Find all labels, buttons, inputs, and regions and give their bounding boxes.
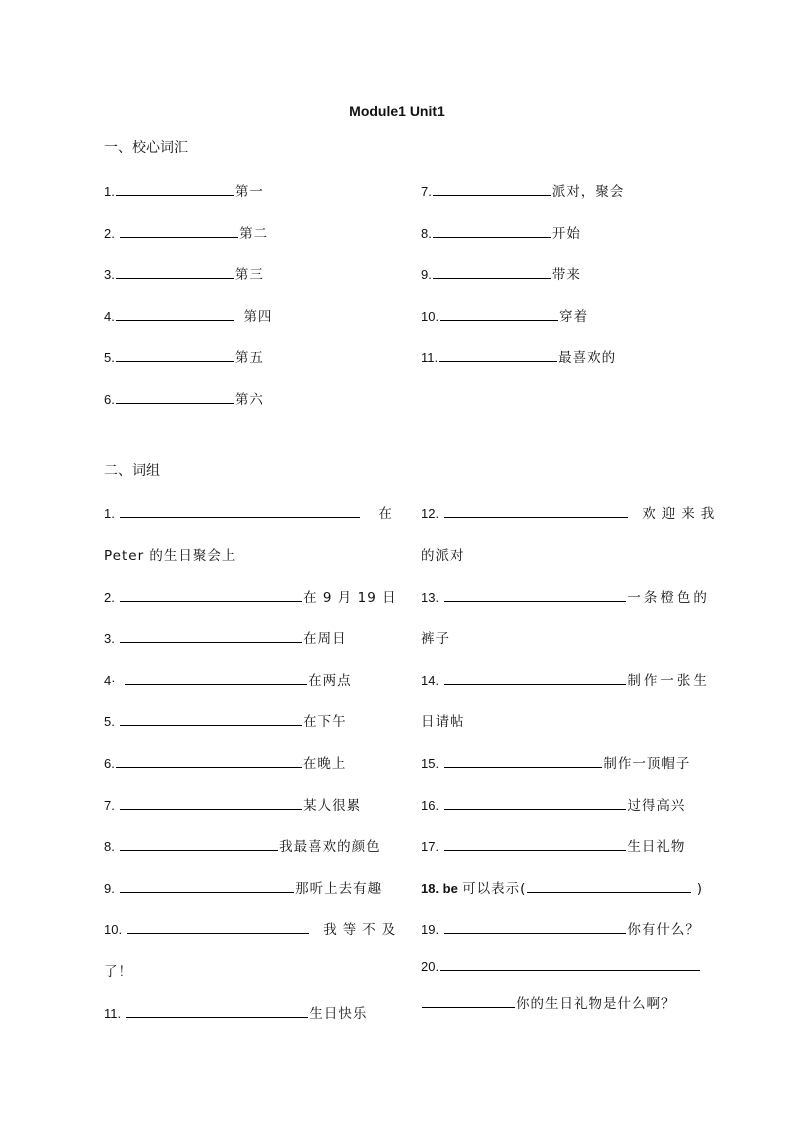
item-number: 6. (104, 756, 115, 771)
vocab-item (104, 305, 272, 325)
vocab-item (104, 263, 264, 283)
item-number: 3. (104, 631, 115, 646)
vocab-item (421, 180, 624, 200)
section1-heading: 一、校心词汇 (104, 140, 188, 156)
phrase-item-continued (421, 992, 676, 1012)
answer-blank[interactable] (127, 920, 309, 934)
item-number: 14. (421, 673, 440, 688)
item-hint: 在两点 (308, 673, 352, 689)
item-number: 20. (421, 959, 440, 974)
answer-blank[interactable] (444, 504, 628, 518)
item-hint: 那听上去有趣 (295, 881, 383, 897)
vocab-item (421, 222, 581, 242)
answer-blank[interactable] (120, 837, 278, 851)
item-hint: 第一 (234, 184, 264, 200)
item-number: 19. (421, 922, 440, 937)
item-hint: 在 9 月 19 日 (303, 590, 397, 606)
item-number: 1. (104, 184, 115, 199)
phrase-item (104, 627, 347, 647)
item-number: 1. (104, 506, 115, 521)
item-number: 2. (104, 590, 115, 605)
item-number: 16. (421, 798, 440, 813)
answer-blank[interactable] (120, 712, 302, 726)
answer-blank[interactable] (125, 671, 307, 685)
item-number: 10. (421, 309, 440, 324)
answer-blank[interactable] (440, 957, 700, 971)
phrase-item (104, 835, 381, 855)
phrase-item (421, 835, 685, 855)
item-number: 4. (104, 309, 115, 324)
phrase-item (104, 586, 397, 606)
item-hint: 我最喜欢的颜色 (279, 839, 381, 855)
answer-blank[interactable] (444, 754, 602, 768)
item-number: 11. (421, 350, 439, 365)
answer-blank[interactable] (120, 224, 238, 238)
answer-blank[interactable] (120, 796, 302, 810)
item-hint: 欢迎来我 (642, 506, 721, 522)
item-number: 9. (421, 267, 432, 282)
item-hint: 某人很累 (303, 798, 362, 814)
item-hint: 带来 (551, 267, 581, 283)
item-number: 6. (104, 392, 115, 407)
answer-blank[interactable] (433, 265, 551, 279)
phrase-item (104, 794, 361, 814)
phrase-item (104, 752, 346, 772)
answer-blank[interactable] (527, 879, 691, 893)
item-hint: 生日礼物 (627, 839, 686, 855)
answer-blank[interactable] (444, 671, 626, 685)
item-hint: 最喜欢的 (558, 350, 617, 366)
phrase-item (104, 502, 393, 522)
phrase-item (421, 957, 701, 975)
item-number: 12. (421, 506, 440, 521)
item-hint: 第三 (234, 267, 264, 283)
item-number: 11. (104, 1006, 122, 1021)
item-hint: 在周日 (303, 631, 347, 647)
answer-blank[interactable] (422, 994, 515, 1008)
item-number: 4· (104, 673, 116, 688)
answer-blank[interactable] (444, 920, 626, 934)
item-hint: 在 (378, 506, 393, 522)
item-number: 3. (104, 267, 115, 282)
item-number: 18. be (421, 881, 458, 896)
item-number: 2. (104, 226, 115, 241)
item-number: 10. (104, 922, 123, 937)
vocab-item (421, 346, 616, 366)
vocab-item (421, 305, 588, 325)
item-number: 5. (104, 714, 115, 729)
item-number: 5. (104, 350, 115, 365)
item-number: 7. (104, 798, 115, 813)
phrase-item (104, 918, 401, 938)
item-hint: 可以表示( (462, 881, 527, 897)
item-hint: 过得高兴 (627, 798, 686, 814)
item-hint: 一条橙色的 (627, 590, 710, 606)
item-hint: 我等不及 (323, 922, 402, 938)
item-number: 8. (104, 839, 115, 854)
answer-blank[interactable] (444, 796, 626, 810)
phrase-item (104, 710, 347, 730)
vocab-item (421, 263, 581, 283)
phrase-item (421, 586, 710, 606)
vocab-item (104, 222, 268, 242)
item-hint: 派对，聚会 (551, 184, 625, 200)
phrase-item (421, 918, 700, 938)
item-number: 13. (421, 590, 440, 605)
vocab-item (104, 346, 264, 366)
item-hint: 你有什么？ (627, 922, 700, 938)
phrase-item (104, 877, 382, 897)
item-hint: 制作一顶帽子 (603, 756, 691, 772)
item-hint: 第六 (234, 392, 264, 408)
vocab-item (104, 388, 264, 408)
item-hint: 穿着 (559, 309, 589, 325)
item-hint-continued: 日请帖 (421, 714, 465, 730)
item-hint-continued: 裤子 (421, 631, 450, 647)
item-hint: 你的生日礼物是什么啊？ (516, 996, 676, 1012)
item-hint: 第五 (234, 350, 264, 366)
phrase-item (421, 794, 685, 814)
answer-blank[interactable] (116, 390, 234, 404)
phrase-item (421, 752, 690, 772)
section2-heading: 二、词组 (104, 463, 160, 479)
answer-blank[interactable] (116, 754, 302, 768)
item-hint: 在下午 (303, 714, 347, 730)
page-title: Module1 Unit1 (349, 103, 445, 119)
item-number: 9. (104, 881, 115, 896)
answer-blank[interactable] (433, 182, 551, 196)
item-hint-continued: 的派对 (421, 548, 465, 564)
answer-blank[interactable] (116, 182, 234, 196)
item-hint: 生日快乐 (309, 1006, 368, 1022)
answer-blank[interactable] (126, 1004, 308, 1018)
item-hint: 第二 (239, 226, 269, 242)
item-hint-continued: 了！ (104, 964, 133, 980)
item-hint: 在晚上 (302, 756, 347, 772)
answer-blank[interactable] (444, 837, 626, 851)
item-number: 15. (421, 756, 440, 771)
item-hint: 第四 (243, 309, 273, 325)
answer-blank[interactable] (120, 504, 360, 518)
item-number: 7. (421, 184, 432, 199)
answer-blank[interactable] (116, 348, 234, 362)
item-hint: 制作一张生 (627, 673, 710, 689)
item-number: 8. (421, 226, 432, 241)
answer-blank[interactable] (444, 588, 626, 602)
answer-blank[interactable] (116, 307, 234, 321)
item-number: 17. (421, 839, 440, 854)
answer-blank[interactable] (120, 879, 294, 893)
item-hint-continued: Peter 的生日聚会上 (104, 548, 237, 564)
phrase-item (421, 669, 710, 689)
answer-blank[interactable] (439, 348, 557, 362)
phrase-item (104, 669, 352, 689)
answer-blank[interactable] (116, 265, 234, 279)
vocab-item (104, 180, 264, 200)
answer-blank[interactable] (440, 307, 558, 321)
answer-blank[interactable] (120, 588, 302, 602)
answer-blank[interactable] (120, 629, 302, 643)
item-hint-end: ) (696, 881, 703, 897)
answer-blank[interactable] (433, 224, 551, 238)
item-hint: 开始 (551, 226, 581, 242)
phrase-item (421, 502, 720, 522)
phrase-item (104, 1002, 367, 1022)
phrase-item (421, 877, 702, 897)
